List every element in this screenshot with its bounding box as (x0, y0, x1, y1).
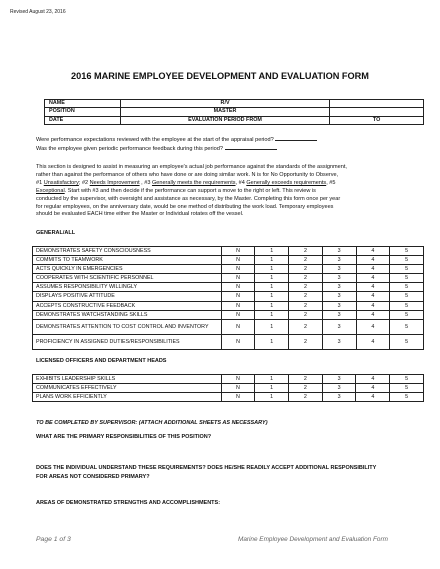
rating-option-4[interactable]: 4 (356, 247, 390, 256)
rating-option-4[interactable]: 4 (356, 375, 390, 384)
to-label: TO (330, 116, 424, 124)
rating-option-1[interactable]: 1 (255, 292, 289, 301)
criterion-label: DEMONSTRATES ATTENTION TO COST CONTROL AND INVENTORY (33, 319, 222, 334)
position-label: POSITION (45, 108, 121, 116)
rating-option-3[interactable]: 3 (322, 292, 356, 301)
rating-option-n[interactable]: N (221, 265, 255, 274)
criterion-label: EXHIBITS LEADERSHIP SKILLS (33, 375, 222, 384)
rating-option-5[interactable]: 5 (390, 334, 424, 349)
rating-option-5[interactable]: 5 (390, 384, 424, 393)
rating-option-2[interactable]: 2 (289, 334, 323, 349)
rating-row (33, 256, 424, 265)
question-understand-requirements: DOES THE INDIVIDUAL UNDERSTAND THESE REQUIREMENTS? DOES HE/SHE READILY ACCEPT ADDITIONAL RESPONSIBILITY FOR AREAS NOT CONSIDERED PRIMARY? (36, 465, 377, 480)
rating-option-3[interactable]: 3 (322, 319, 356, 334)
rating-option-2[interactable]: 2 (289, 319, 323, 334)
rating-row (33, 384, 424, 393)
instructions-line: should be evaluated EACH time either the Master or Individual rotates off the vessel. (36, 211, 244, 218)
rating-option-5[interactable]: 5 (390, 393, 424, 402)
question-feedback-text: Was the employee given periodic performance feedback during this period? (36, 146, 223, 152)
rating-row (33, 310, 424, 319)
rating-option-n[interactable]: N (221, 384, 255, 393)
question-strengths: AREAS OF DEMONSTRATED STRENGTHS AND ACCOMPLISHMENTS: (36, 500, 221, 506)
rating-option-n[interactable]: N (221, 283, 255, 292)
rating-option-2[interactable]: 2 (289, 310, 323, 319)
rating-option-4[interactable]: 4 (356, 393, 390, 402)
rating-row (33, 319, 424, 334)
rating-option-3[interactable]: 3 (322, 274, 356, 283)
rating-option-3[interactable]: 3 (322, 247, 356, 256)
criterion-label: DEMONSTRATES WATCHSTANDING SKILLS (33, 310, 222, 319)
rating-option-n[interactable]: N (221, 310, 255, 319)
rating-row (33, 274, 424, 283)
rating-option-2[interactable]: 2 (289, 301, 323, 310)
criterion-label: DEMONSTRATES SAFETY CONSCIOUSNESS (33, 247, 222, 256)
rating-option-2[interactable]: 2 (289, 265, 323, 274)
rating-option-4[interactable]: 4 (356, 265, 390, 274)
rating-option-2[interactable]: 2 (289, 256, 323, 265)
criterion-label: COOPERATES WITH SCIENTIFIC PERSONNEL (33, 274, 222, 283)
rating-option-4[interactable]: 4 (356, 301, 390, 310)
rating-option-1[interactable]: 1 (255, 384, 289, 393)
rating-option-n[interactable]: N (221, 393, 255, 402)
rating-option-5[interactable]: 5 (390, 310, 424, 319)
criterion-label: ACCEPTS CONSTRUCTIVE FEEDBACK (33, 301, 222, 310)
supervisor-note: TO BE COMPLETED BY SUPERVISOR: (ATTACH ADDITIONAL SHEETS AS NECESSARY) (36, 420, 268, 426)
criterion-label: COMMITS TO TEAMWORK (33, 256, 222, 265)
rating-option-2[interactable]: 2 (289, 375, 323, 384)
rating-option-5[interactable]: 5 (390, 283, 424, 292)
rating-option-3[interactable]: 3 (322, 256, 356, 265)
rv-value-cell[interactable] (330, 100, 424, 108)
rating-row (33, 283, 424, 292)
rating-option-5[interactable]: 5 (390, 301, 424, 310)
question-expectations-text: Were performance expectations reviewed with the employee at the start of the appraisal period? (36, 137, 274, 143)
rating-option-1[interactable]: 1 (255, 319, 289, 334)
general-heading: GENERAL/ALL (36, 230, 76, 236)
instructions-line: for regular employees, on the anniversary date, would be one method of distributing the work load. Temporary employees (36, 203, 334, 210)
instructions-line: This section is designed to assist in measuring an employee's actual job performance against the standards of the assignment, (36, 164, 347, 170)
rating-option-5[interactable]: 5 (390, 265, 424, 274)
expectations-answer-line[interactable] (275, 140, 317, 141)
rating-option-3[interactable]: 3 (322, 301, 356, 310)
rating-option-1[interactable]: 1 (255, 375, 289, 384)
name-label: NAME (45, 100, 121, 108)
rating-option-2[interactable]: 2 (289, 384, 323, 393)
rating-row (33, 393, 424, 402)
question-primary-responsibilities: WHAT ARE THE PRIMARY RESPONSIBILITIES OF THIS POSITION? (36, 434, 212, 440)
rating-option-1[interactable]: 1 (255, 247, 289, 256)
rating-option-1[interactable]: 1 (255, 256, 289, 265)
rating-option-1[interactable]: 1 (255, 310, 289, 319)
rating-option-n[interactable]: N (221, 292, 255, 301)
footer-title: Marine Employee Development and Evaluation Form (238, 536, 388, 543)
master-value-cell[interactable] (330, 108, 424, 116)
rating-option-1[interactable]: 1 (255, 301, 289, 310)
rating-option-4[interactable]: 4 (356, 384, 390, 393)
question-feedback (36, 146, 277, 153)
criterion-label: PROFICIENCY IN ASSIGNED DUTIES/RESPONSIBILITIES (33, 334, 222, 349)
rating-option-n[interactable]: N (221, 334, 255, 349)
rating-option-3[interactable]: 3 (322, 334, 356, 349)
general-ratings-table (32, 246, 424, 350)
rv-label: R/V (120, 100, 329, 108)
evaluation-period-label: EVALUATION PERIOD FROM (120, 116, 329, 124)
question-expectations (36, 137, 317, 144)
instructions-line: rather than against the performance of others who have done or are doing similar work. N is for No Opportunity to Observe, (36, 171, 339, 178)
rating-option-n[interactable]: N (221, 274, 255, 283)
rating-option-n[interactable]: N (221, 256, 255, 265)
criterion-label: COMMUNICATES EFFECTIVELY (33, 384, 222, 393)
rating-option-1[interactable]: 1 (255, 334, 289, 349)
date-label: DATE (45, 116, 121, 124)
rating-option-2[interactable]: 2 (289, 283, 323, 292)
licensed-heading: LICENSED OFFICERS AND DEPARTMENT HEADS (36, 358, 167, 364)
rating-option-5[interactable]: 5 (390, 375, 424, 384)
rating-option-2[interactable]: 2 (289, 247, 323, 256)
rating-option-4[interactable]: 4 (356, 310, 390, 319)
rating-row (33, 334, 424, 349)
criterion-label: PLANS WORK EFFICIENTLY (33, 393, 222, 402)
rating-option-4[interactable]: 4 (356, 319, 390, 334)
rating-option-2[interactable]: 2 (289, 393, 323, 402)
rating-option-3[interactable]: 3 (322, 393, 356, 402)
rating-option-n[interactable]: N (221, 247, 255, 256)
rating-option-5[interactable]: 5 (390, 247, 424, 256)
rating-option-3[interactable]: 3 (322, 310, 356, 319)
instructions-line: Exceptional. Start with #3 and then decide if the performance can support a move to the right or left. This review is (36, 187, 316, 194)
criterion-label: ACTS QUICKLY IN EMERGENCIES (33, 265, 222, 274)
rating-option-4[interactable]: 4 (356, 292, 390, 301)
rating-option-n[interactable]: N (221, 319, 255, 334)
rating-option-n[interactable]: N (221, 301, 255, 310)
rating-option-5[interactable]: 5 (390, 274, 424, 283)
rating-option-4[interactable]: 4 (356, 334, 390, 349)
rating-row (33, 292, 424, 301)
licensed-ratings-table (32, 374, 424, 402)
rating-option-1[interactable]: 1 (255, 283, 289, 292)
rating-option-1[interactable]: 1 (255, 393, 289, 402)
form-title: 2016 MARINE EMPLOYEE DEVELOPMENT AND EVALUATION FORM (71, 71, 369, 81)
rating-option-1[interactable]: 1 (255, 265, 289, 274)
instructions-line: #1 Unsatisfactory; #2 Needs Improvement , #3 Generally meets the requirements, #4 Generally exceeds requirements, #5 (36, 179, 336, 186)
instructions-line: conducted by the supervisor, with oversight and assistance as necessary, by the Master. Completing this form once per year (36, 195, 341, 202)
feedback-answer-line[interactable] (225, 149, 277, 150)
criterion-label: DISPLAYS POSITIVE ATTITUDE (33, 292, 222, 301)
rating-option-4[interactable]: 4 (356, 283, 390, 292)
rating-option-5[interactable]: 5 (390, 292, 424, 301)
instructions-paragraph (36, 164, 416, 219)
rating-row (33, 265, 424, 274)
rating-option-4[interactable]: 4 (356, 274, 390, 283)
rating-option-n[interactable]: N (221, 375, 255, 384)
rating-option-5[interactable]: 5 (390, 319, 424, 334)
criterion-label: ASSUMES RESPONSIBILITY WILLINGLY (33, 283, 222, 292)
rating-option-3[interactable]: 3 (322, 375, 356, 384)
rating-row (33, 247, 424, 256)
page-number: Page 1 of 3 (36, 536, 71, 543)
rating-row (33, 375, 424, 384)
rating-option-3[interactable]: 3 (322, 265, 356, 274)
rating-option-2[interactable]: 2 (289, 274, 323, 283)
rating-option-3[interactable]: 3 (322, 283, 356, 292)
employee-header-table (44, 99, 424, 125)
rating-option-4[interactable]: 4 (356, 256, 390, 265)
rating-option-2[interactable]: 2 (289, 292, 323, 301)
rating-option-5[interactable]: 5 (390, 256, 424, 265)
revised-date: Revised August 23, 2016 (10, 9, 66, 15)
rating-row (33, 301, 424, 310)
rating-option-3[interactable]: 3 (322, 384, 356, 393)
rating-option-1[interactable]: 1 (255, 274, 289, 283)
master-label: MASTER (120, 108, 329, 116)
